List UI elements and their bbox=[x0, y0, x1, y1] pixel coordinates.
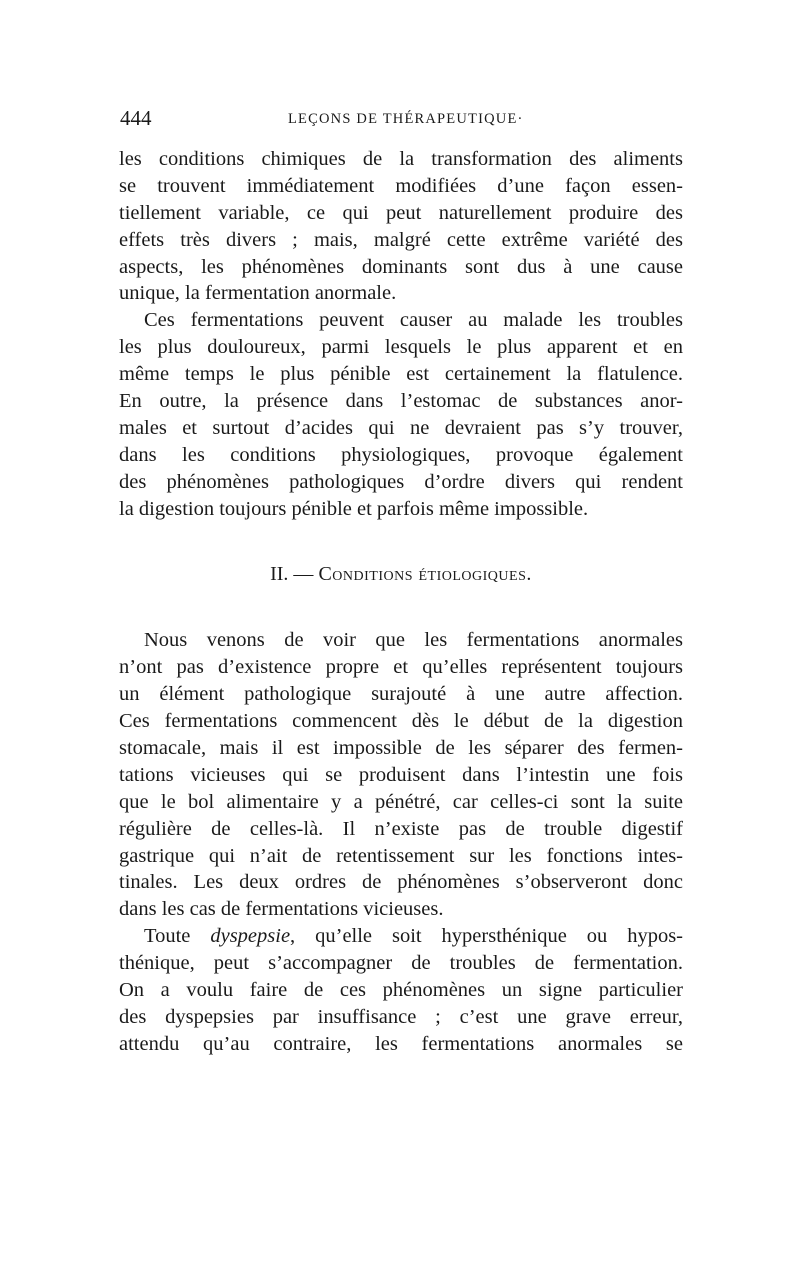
text-line: males et surtout d’acides qui ne devraient pas s’y trouver, bbox=[119, 416, 683, 439]
text-line: dans les conditions physiologiques, provoque également bbox=[119, 443, 683, 466]
text-line: un élément pathologique surajouté à une autre affection. bbox=[119, 683, 683, 706]
text-line: stomacale, mais il est impossible de les séparer des fermen- bbox=[119, 737, 683, 760]
body-text bbox=[119, 146, 683, 1058]
paragraph-2 bbox=[119, 307, 683, 522]
text-line: régulière de celles-là. Il n’existe pas de trouble digestif bbox=[119, 817, 683, 840]
text-line: Ces fermentations peuvent causer au malade les troubles bbox=[144, 309, 683, 332]
italic-term: dyspepsie bbox=[210, 925, 291, 948]
section-heading bbox=[119, 561, 683, 587]
paragraph-3 bbox=[119, 627, 683, 923]
text-line: des dyspepsies par insuffisance ; c’est une grave erreur, bbox=[119, 1005, 683, 1028]
running-title: LEÇONS DE THÉRAPEUTIQUE· bbox=[288, 111, 524, 127]
text-line: des phénomènes pathologiques d’ordre divers qui rendent bbox=[119, 470, 683, 493]
text-line: attendu qu’au contraire, les fermentations anormales se bbox=[119, 1032, 683, 1055]
section-title: Conditions étiologiques. bbox=[318, 563, 532, 586]
text-line: unique, la fermentation anormale. bbox=[119, 282, 397, 305]
section-number: II. — bbox=[270, 563, 319, 586]
text-line: On a voulu faire de ces phénomènes un signe particulier bbox=[119, 979, 683, 1002]
text-line: que le bol alimentaire y a pénétré, car celles-ci sont la suite bbox=[119, 790, 683, 813]
text-fragment: Toute bbox=[144, 925, 211, 948]
text-fragment: , qu’elle soit hypersthénique ou hypos- bbox=[290, 925, 683, 948]
text-line bbox=[119, 923, 683, 950]
text-line: se trouvent immédiatement modifiées d’une façon essen- bbox=[119, 174, 683, 197]
text-line: les conditions chimiques de la transformation des aliments bbox=[119, 148, 683, 170]
text-line: la digestion toujours pénible et parfois même impossible. bbox=[119, 497, 589, 520]
text-line: même temps le plus pénible est certainement la flatulence. bbox=[119, 363, 683, 386]
text-line: Ces fermentations commencent dès le début de la digestion bbox=[119, 710, 683, 733]
text-line: effets très divers ; mais, malgré cette extrême variété des bbox=[119, 228, 683, 251]
page-number: 444 bbox=[120, 106, 152, 130]
text-line: Nous venons de voir que les fermentations anormales bbox=[144, 629, 683, 652]
text-line: aspects, les phénomènes dominants sont dus à une cause bbox=[119, 255, 683, 278]
paragraph-1 bbox=[119, 146, 683, 307]
text-line: tations vicieuses qui se produisent dans l’intestin une fois bbox=[119, 763, 683, 786]
paragraph-4 bbox=[119, 923, 683, 1057]
text-line: thénique, peut s’accompagner de troubles de fermentation. bbox=[119, 952, 683, 975]
page-header bbox=[120, 106, 682, 136]
text-line: les plus douloureux, parmi lesquels le plus apparent et en bbox=[119, 336, 683, 359]
text-line: En outre, la présence dans l’estomac de substances anor- bbox=[119, 390, 683, 413]
text-line: tiellement variable, ce qui peut naturellement produire des bbox=[119, 201, 683, 224]
text-line: dans les cas de fermentations vicieuses. bbox=[119, 898, 444, 921]
text-line: gastrique qui n’ait de retentissement sur les fonctions intes- bbox=[119, 844, 683, 867]
text-line: tinales. Les deux ordres de phénomènes s’observeront donc bbox=[119, 871, 683, 894]
text-line: n’ont pas d’existence propre et qu’elles représentent toujours bbox=[119, 656, 683, 679]
